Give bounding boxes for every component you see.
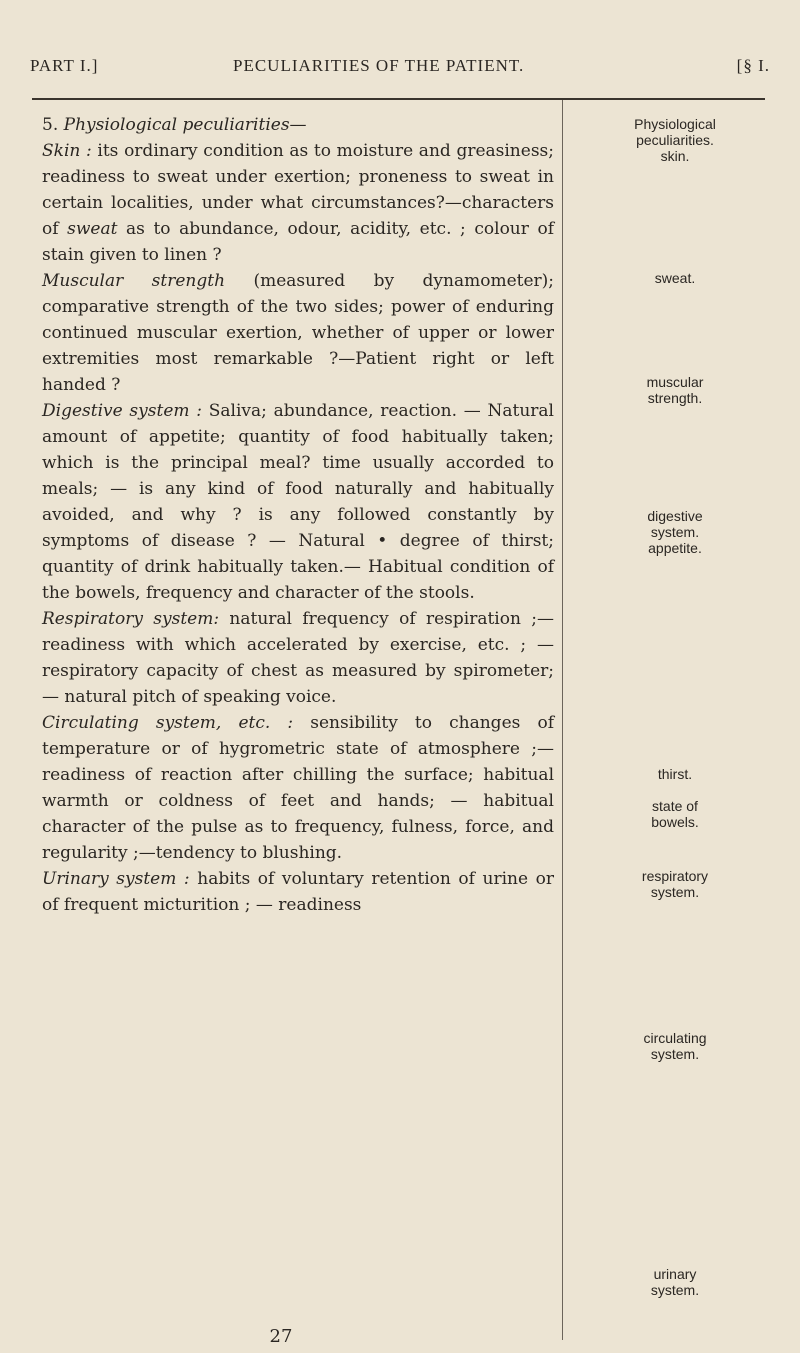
circulating-text: sensibility to changes of temperature or of hygrometric state of atmosphere ;—readiness of reaction after chilling the surface; habitual warmth or coldness of feet and hands; — habitual character of the pulse as to frequency, fulness, force, and regularity ;—tendency to blushing. (42, 713, 555, 863)
muscular-label: Muscular strength (42, 271, 226, 291)
section-number: 5. (42, 115, 64, 135)
margin-note-circulating: circulating system. (643, 1030, 707, 1062)
header-rule (32, 98, 765, 100)
paragraph-circulating (42, 710, 554, 866)
skin-text-b: as to abundance, odour, acidity, etc. ; colour of stain given to linen ? (42, 219, 554, 265)
paragraph-digestive (42, 398, 554, 606)
margin-note-physiological: Physiological peculiarities. skin. (634, 116, 716, 164)
page-number: 27 (269, 1326, 293, 1347)
skin-label: Skin : (42, 141, 92, 161)
paragraph-muscular (42, 268, 554, 398)
margin-note-sweat: sweat. (654, 270, 696, 286)
header-title: PECULIARITIES OF THE PATIENT. (233, 56, 525, 75)
circulating-label: Circulating system, etc. : (42, 713, 294, 733)
digestive-text: Saliva; abundance, reaction. — Natural amount of appetite; quantity of food habitually taken; which is the principal meal? time usually accorded to meals; — is any kind of food naturally and habitually avoided, and why ? is any followed constantly by symptoms of disease ? — Natural • degree of thirst; quantity of drink habitually taken.— Habitual condition of the bowels, frequency and character of the stools. (42, 401, 554, 603)
margin-note-digestive: digestive system. appetite. (647, 508, 703, 556)
sweat-word: sweat (67, 219, 118, 239)
header-section: [§ I. (736, 56, 770, 75)
main-text (42, 112, 554, 918)
digestive-label: Digestive system : (42, 401, 202, 421)
paragraph-skin (42, 138, 554, 268)
paragraph-respiratory (42, 606, 554, 710)
margin-note-muscular: muscular strength. (646, 374, 704, 406)
muscular-text: (measured by dynamometer); comparative strength of the two sides; power of enduring continued muscular exertion, whether of upper or lower extremities most remarkable ?—Patient right or left handed ? (42, 271, 555, 395)
margin-note-urinary: urinary system. (650, 1266, 700, 1298)
skin-text-a: its ordinary condition as to moisture and greasiness; readiness to sweat under exertion; proneness to sweat in certain localities, under what circumstances?—characters of (42, 141, 554, 239)
header-part: PART I.] (30, 56, 99, 75)
paragraph-physiological (42, 112, 554, 138)
margin-note-thirst: thirst. (657, 766, 693, 782)
respiratory-text: natural frequency of respiration ;—readiness with which accelerated by exercise, etc. ; — respiratory capacity of chest as measured by spirometer; — natural pitch of speaking voice. (42, 609, 554, 707)
section-title: Physiological peculiarities— (63, 115, 307, 135)
urinary-text: habits of voluntary retention of urine or of frequent micturition ; — readiness (42, 869, 554, 915)
respiratory-label: Respiratory system: (42, 609, 220, 629)
margin-divider (562, 100, 563, 1340)
urinary-label: Urinary system : (42, 869, 190, 889)
running-header (30, 56, 770, 86)
paragraph-urinary (42, 866, 554, 918)
margin-note-respiratory: respiratory system. (641, 868, 709, 900)
margin-note-bowels: state of bowels. (651, 798, 699, 830)
